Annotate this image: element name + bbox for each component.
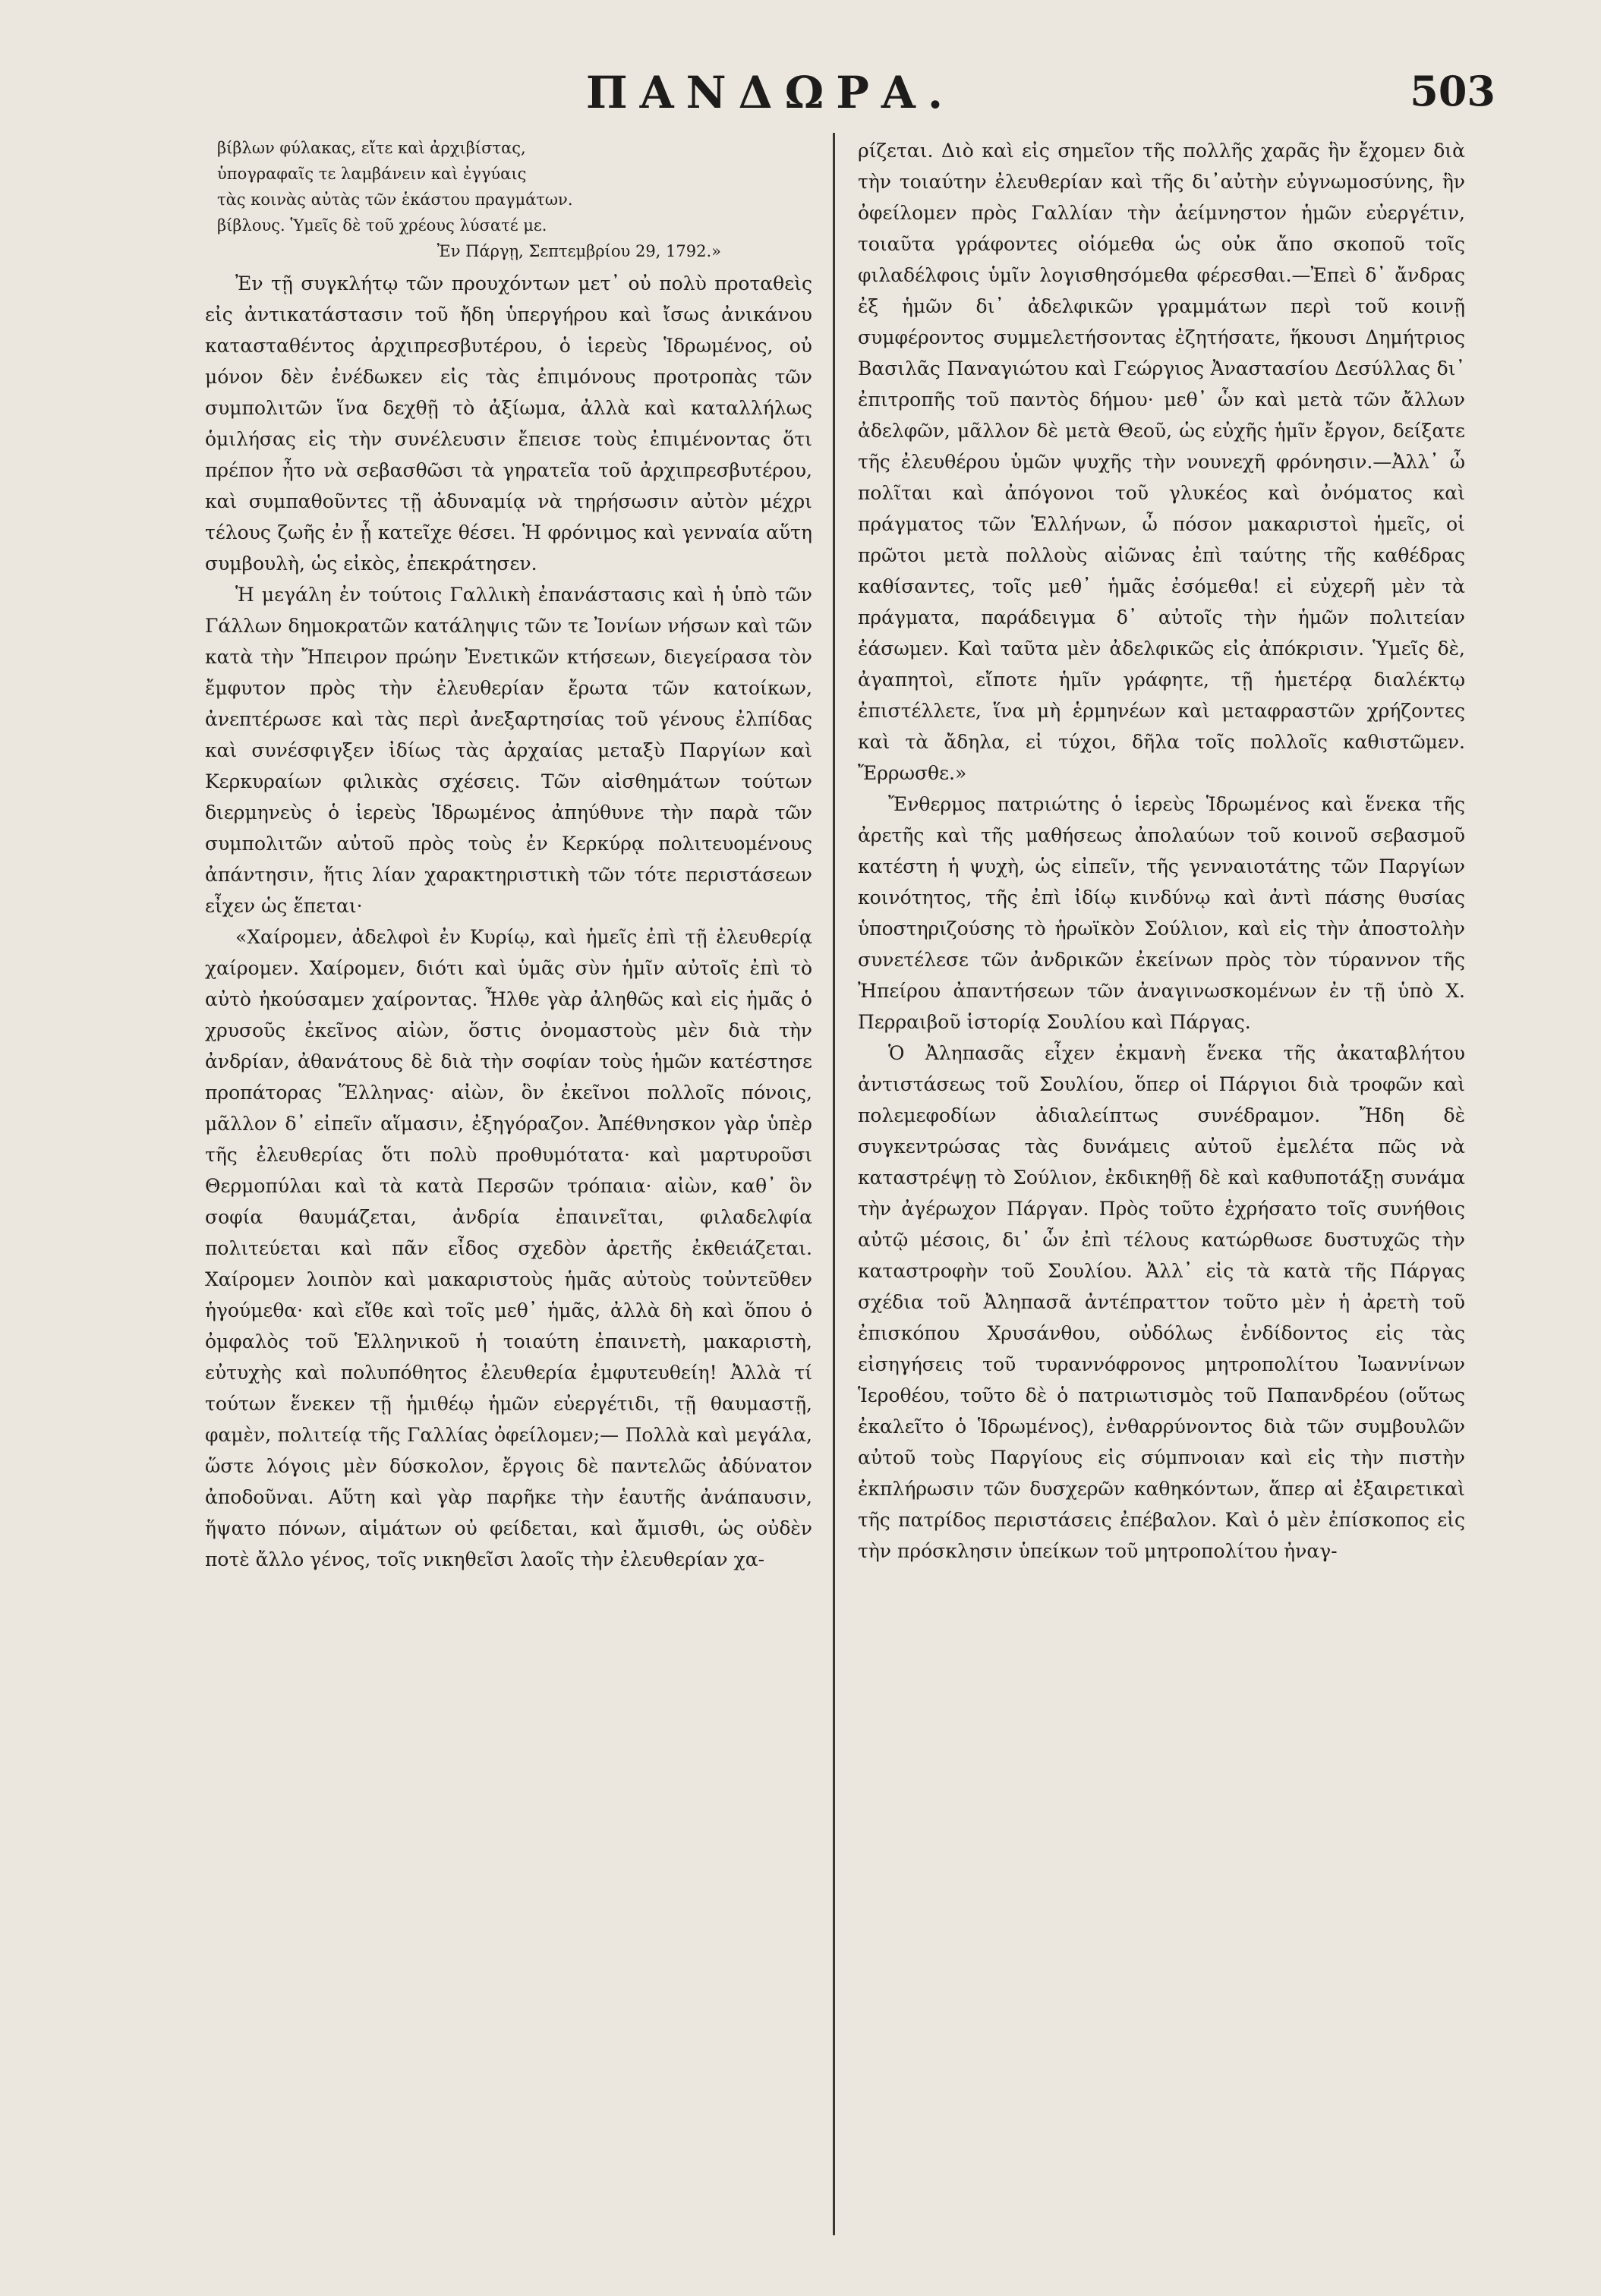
- paragraph: ρίζεται. Διὸ καὶ εἰς σημεῖον τῆς πολλῆς χαρᾶς ἣν ἔχομεν διὰ τὴν τοιαύτην ἐλευθερίαν καὶ τῆς δι᾽αὐτὴν εὐγνωμοσύνης, ἣν ὀφείλομεν πρὸς Γαλλίαν τὴν ἀείμνηστον ἡμῶν εὐεργέτιν, τοιαῦτα γράφοντες οἰόμεθα ὡς οὐκ ἄπο σκοποῦ τοῖς φιλαδέλφοις ὑμῖν λογισθησόμεθα φέρεσθαι.—Ἐπεὶ δ᾽ ἄνδρας ἐξ ἡμῶν δι᾽ ἀδελφικῶν γραμμάτων περὶ τοῦ κοινῇ συμφέροντος συμμελετήσοντας ἐζητήσατε, ἥκουσι Δημήτριος Βασιλᾶς Παναγιώτου καὶ Γεώργιος Ἀναστασίου Δεσύλλας δι᾽ ἐπιτροπῆς τοῦ παντὸς δήμου· μεθ᾽ ὧν καὶ μετὰ τῶν ἄλλων ἀδελφῶν, μᾶλλον δὲ μετὰ Θεοῦ, ὡς εὐχῆς ἡμῖν ἔργον, δείξατε τῆς ἐλευθέρου ὑμῶν ψυχῆς τὴν νουνεχῆ φρόνησιν.—Ἀλλ᾽ ὦ πολῖται καὶ ἀπόγονοι τοῦ γλυκέος καὶ ὀνόματος καὶ πράγματος τῶν Ἑλλήνων, ὦ πόσον μακαριστοὶ ἡμεῖς, οἱ πρῶτοι μετὰ πολλοὺς αἰῶνας ἐπὶ ταύτης τῆς καθέδρας καθίσαντες, τοῖς μεθ᾽ ἡμᾶς ἐσόμεθα! εἰ εὐχερῆ μὲν τὰ πράγματα, παράδειγμα δ᾽ αὐτοῖς τὴν ἡμῶν πολιτείαν ἐάσωμεν. Καὶ ταῦτα μὲν ἀδελφικῶς εἰς ἀπόκρισιν. Ὑμεῖς δὲ, ἀγαπητοὶ, εἴποτε ἡμῖν γράφητε, τῇ ἡμετέρᾳ διαλέκτῳ ἐπιστέλλετε, ἵνα μὴ ἑρμηνέων καὶ μεταφραστῶν χρήζοντες καὶ τὰ ἄδηλα, εἰ τύχοι, δῆλα τοῖς πολλοῖς καθιστῶμεν. Ἔρρωσθε.»: [858, 140, 1465, 784]
- verse-line: βίβλων φύλακας, εἴτε καὶ ἀρχιβίστας,: [217, 139, 526, 157]
- right-column: [858, 135, 1465, 2272]
- verse-line: βίβλους. Ὑμεῖς δὲ τοῦ χρέους λύσατέ με.: [217, 216, 547, 235]
- paragraph: Ἡ μεγάλη ἐν τούτοις Γαλλικὴ ἐπανάστασις καὶ ἡ ὑπὸ τῶν Γάλλων δημοκρατῶν κατάληψις τῶν τε Ἰονίων νήσων καὶ τῶν κατὰ τὴν Ἤπειρον πρώην Ἐνετικῶν κτήσεων, διεγείρασα τὸν ἔμφυτον πρὸς τὴν ἐλευθερίαν ἔρωτα τῶν κατοίκων, ἀνεπτέρωσε καὶ τὰς περὶ ἀνεξαρτησίας τοῦ γένους ἐλπίδας καὶ συνέσφιγξεν ἰδίως τὰς ἀρχαίας μεταξὺ Παργίων καὶ Κερκυραίων φιλικὰς σχέσεις. Τῶν αἰσθημάτων τούτων διερμηνεὺς ὁ ἱερεὺς Ἱδρωμένος ἀπηύθυνε τὴν παρὰ τῶν συμπολιτῶν αὐτοῦ πρὸς τοὺς ἐν Κερκύρᾳ πολιτευομένους ἀπάντησιν, ἥτις λίαν χαρακτηριστικὴ τῶν τότε περιστάσεων εἶχεν ὡς ἕπεται·: [205, 583, 812, 917]
- paragraph: «Χαίρομεν, ἀδελφοὶ ἐν Κυρίῳ, καὶ ἡμεῖς ἐπὶ τῇ ἐλευθερίᾳ χαίρομεν. Χαίρομεν, διότι καὶ ὑμᾶς σὺν ἡμῖν αὐτοῖς ἐπὶ τὸ αὐτὸ ἠκούσαμεν χαίροντας. Ἦλθε γὰρ ἀληθῶς καὶ εἰς ἡμᾶς ὁ χρυσοῦς ἐκεῖνος αἰὼν, ὅστις ὀνομαστοὺς μὲν διὰ τὴν ἀνδρίαν, ἀθανάτους δὲ διὰ τὴν σοφίαν τοὺς ἡμῶν κατέστησε προπάτορας Ἕλληνας· αἰὼν, ὃν ἐκεῖνοι πολλοῖς πόνοις, μᾶλλον δ᾽ εἰπεῖν αἵμασιν, ἐξηγόραζον. Ἀπέθνησκον γὰρ ὑπὲρ τῆς ἐλευθερίας ὅτι πολὺ προθυμότατα· καὶ μαρτυροῦσι Θερμοπύλαι καὶ τὰ κατὰ Περσῶν τρόπαια· αἰὼν, καθ᾽ ὃν σοφία θαυμάζεται, ἀνδρία ἐπαινεῖται, φιλαδελφία πολιτεύεται καὶ πᾶν εἶδος σχεδὸν ἀρετῆς ἐκθειάζεται. Χαίρομεν λοιπὸν καὶ μακαριστοὺς ἡμᾶς αὐτοὺς τοὐντεῦθεν ἡγούμεθα· καὶ εἴθε καὶ τοῖς μεθ᾽ ἡμᾶς, ἀλλὰ δὴ καὶ ὅπου ὁ ὀμφαλὸς τοῦ Ἑλληνικοῦ ἡ τοιαύτη ἐπαινετὴ, μακαριστὴ, εὐτυχὴς καὶ πολυπόθητος ἐλευθερία ἐμφυτευθείη! Ἀλλὰ τί τούτων ἕνεκεν τῇ ἡμιθέῳ ἡμῶν εὐεργέτιδι, τῇ θαυμαστῇ, φαμὲν, πολιτείᾳ τῆς Γαλλίας ὀφείλομεν;— Πολλὰ καὶ μεγάλα, ὥστε λόγοις μὲν δύσκολον, ἔργοις δὲ παντελῶς ἀδύνατον ἀποδοῦναι. Αὕτη καὶ γὰρ παρῆκε τὴν ἑαυτῆς ἀνάπαυσιν, ἥψατο πόνων, αἱμάτων οὐ φείδεται, καὶ ἄμισθι, ὡς οὐδὲν ποτὲ ἄλλο γένος, τοῖς νικηθεῖσι λαοῖς τὴν ἐλευθερίαν χα-: [205, 925, 812, 1570]
- page-number: 503: [1410, 67, 1495, 115]
- verse-line: ὑπογραφαῖς τε λαμβάνειν καὶ ἐγγύαις: [217, 165, 527, 184]
- paragraph: Ὁ Ἀληπασᾶς εἶχεν ἐκμανὴ ἕνεκα τῆς ἀκαταβλήτου ἀντιστάσεως τοῦ Σουλίου, ὅπερ οἱ Πάργιοι διὰ τροφῶν καὶ πολεμεφοδίων ἀδιαλείπτως συνέδραμον. Ἤδη δὲ συγκεντρώσας τὰς δυνάμεις αὐτοῦ ἐμελέτα πῶς νὰ καταστρέψῃ τὸ Σούλιον, ἐκδικηθῇ δὲ καὶ καθυποτάξῃ συνάμα τὴν ἀγέρωχον Πάργαν. Πρὸς τοῦτο ἐχρήσατο τοῖς συνήθοις αὐτῷ μέσοις, δι᾽ ὧν ἐπὶ τέλους κατώρθωσε δυστυχῶς τὴν καταστροφὴν τοῦ Σουλίου. Ἀλλ᾽ εἰς τὰ κατὰ τῆς Πάργας σχέδια τοῦ Ἀληπασᾶ ἀντέπραττον τοῦτο μὲν ἡ ἀρετὴ τοῦ ἐπισκόπου Χρυσάνθου, οὐδόλως ἐνδίδοντος εἰς τὰς εἰσηγήσεις τοῦ τυραννόφρονος μητροπολίτου Ἰωαννίνων Ἱεροθέου, τοῦτο δὲ ὁ πατριωτισμὸς τοῦ Παπανδρέου (οὕτως ἐκαλεῖτο ὁ Ἱδρωμένος), ἐνθαρρύνοντος διὰ τῶν συμβουλῶν αὐτοῦ τοὺς Παργίους εἰς σύμπνοιαν καὶ εἰς τὴν πιστὴν ἐκπλήρωσιν τῶν δυσχερῶν καθηκόντων, ἅπερ αἱ ἐξαιρετικαὶ τῆς πατρίδος περιστάσεις ἐπέβαλον. Καὶ ὁ μὲν ἐπίσκοπος εἰς τὴν πρόσκλησιν ὑπείκων τοῦ μητροπολίτου ἠναγ-: [858, 1042, 1465, 1562]
- paragraph: Ἔνθερμος πατριώτης ὁ ἱερεὺς Ἱδρωμένος καὶ ἕνεκα τῆς ἀρετῆς καὶ τῆς μαθήσεως ἀπολαύων τοῦ κοινοῦ σεβασμοῦ κατέστη ἡ ψυχὴ, ὡς εἰπεῖν, τῆς γενναιοτάτης τῶν Παργίων κοινότητος, τῆς ἐπὶ ἰδίῳ κινδύνῳ καὶ ἀντὶ πάσης θυσίας ὑποστηριζούσης τὸ ἡρωϊκὸν Σούλιον, καὶ εἰς τὴν ἀποστολὴν συνετέλεσε τῶν ἀνδρικῶν ἐκείνων πρὸς τὸν τύραννον τῆς Ἠπείρου ἀπαντήσεων τῶν ἀναγινωσκομένων ἐν τῇ ὑπὸ Χ. Περραιβοῦ ἱστορίᾳ Σουλίου καὶ Πάργας.: [858, 793, 1465, 1033]
- left-column: [205, 135, 812, 2272]
- paragraph: Ἐν τῇ συγκλήτῳ τῶν προυχόντων μετ᾽ οὐ πολὺ προταθεὶς εἰς ἀντικατάστασιν τοῦ ἤδη ὑπεργήρου καὶ ἴσως ἀνικάνου κατασταθέντος ἀρχιπρεσβυτέρου, ὁ ἱερεὺς Ἱδρωμένος, οὐ μόνον δὲν ἐνέδωκεν εἰς τὰς ἐπιμόνους προτροπὰς τῶν συμπολιτῶν ἵνα δεχθῇ τὸ ἀξίωμα, ἀλλὰ καὶ καταλλήλως ὁμιλήσας εἰς τὴν συνέλευσιν ἔπεισε τοὺς ἐπιμένοντας ὅτι πρέπον ἦτο νὰ σεβασθῶσι τὰ γηρατεῖα τοῦ ἀρχιπρεσβυτέρου, καὶ συμπαθοῦντες τῇ ἀδυναμίᾳ νὰ τηρήσωσιν αὐτὸν μέχρι τέλους ζωῆς ἐν ᾗ κατεῖχε θέσει. Ἡ φρόνιμος καὶ γενναία αὕτη συμβουλὴ, ὡς εἰκὸς, ἐπεκράτησεν.: [205, 272, 812, 575]
- verse-block: [217, 135, 812, 238]
- verse-line: τὰς κοινὰς αὐτὰς τῶν ἑκάστου πραγμάτων.: [217, 191, 573, 209]
- column-divider: [833, 133, 835, 2235]
- page-header: [46, 67, 1495, 128]
- letter-signoff: Ἐν Πάργῃ, Σεπτεμβρίου 29, 1792.»: [436, 242, 721, 261]
- running-title: ΠΑΝΔΩΡΑ.: [585, 67, 956, 118]
